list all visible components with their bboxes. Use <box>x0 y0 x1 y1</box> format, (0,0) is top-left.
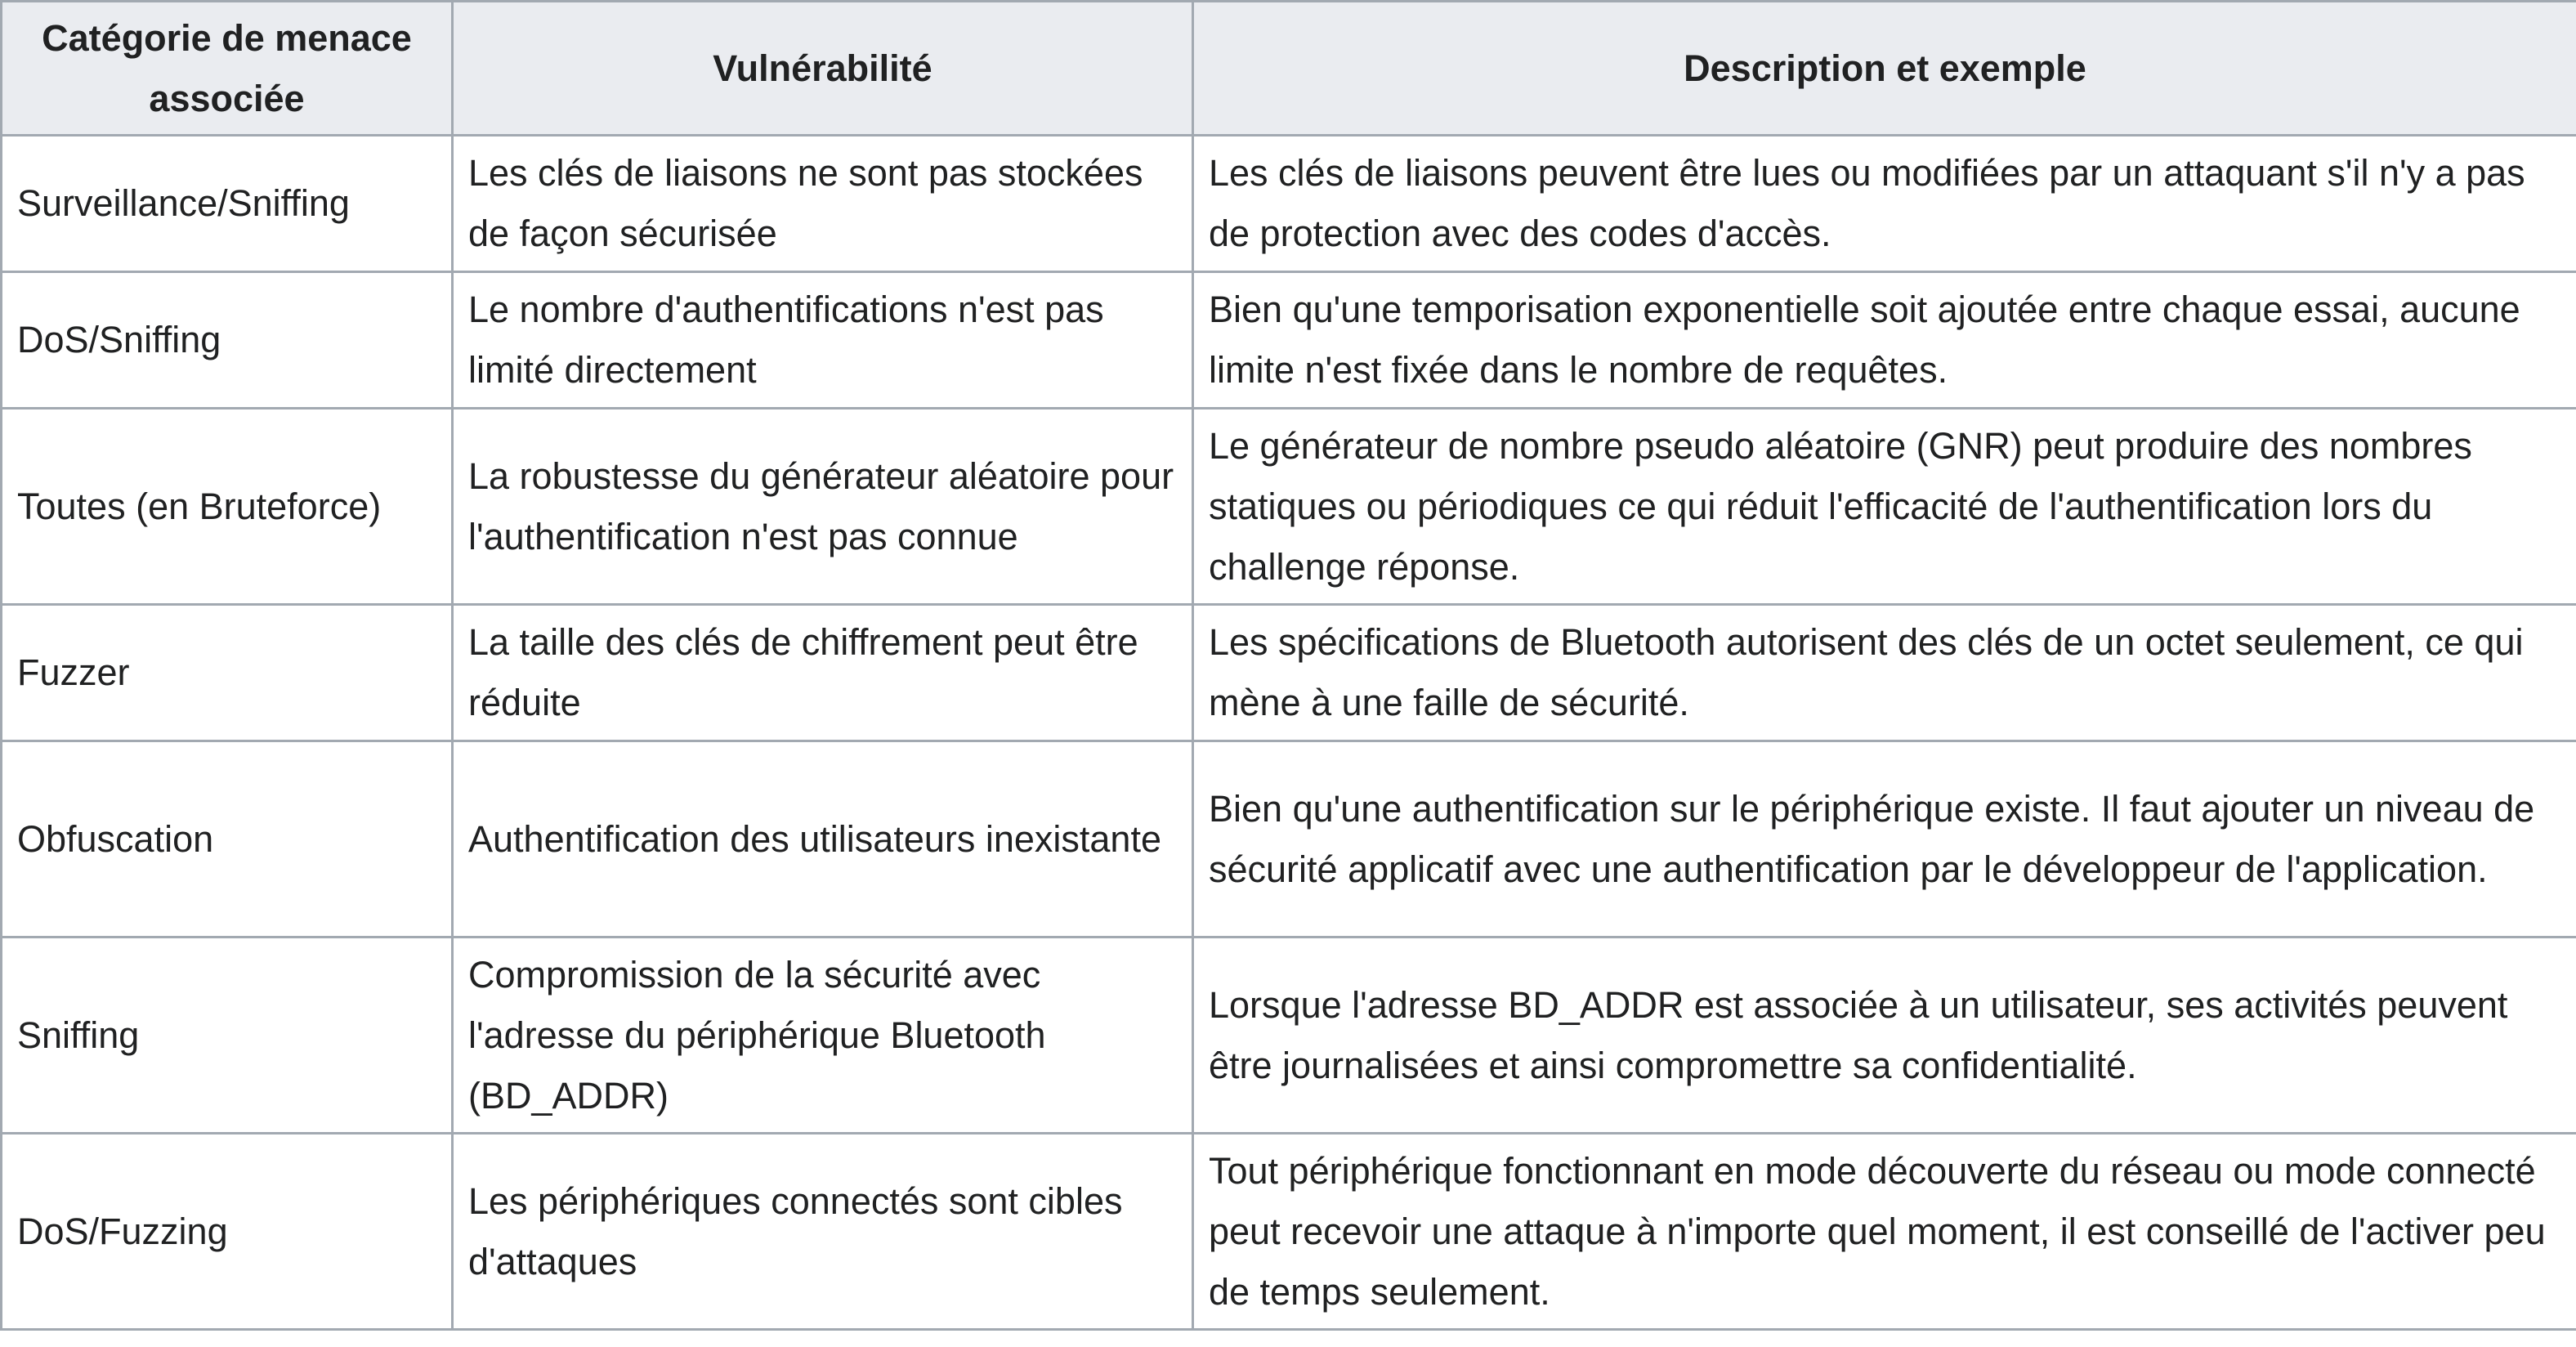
header-vulnerability: Vulnérabilité <box>453 2 1193 136</box>
table-row <box>2 272 2576 409</box>
cell-category: Surveillance/Sniffing <box>2 136 453 272</box>
cell-category: Toutes (en Bruteforce) <box>2 409 453 605</box>
cell-category: DoS/Fuzzing <box>2 1134 453 1330</box>
cell-description: Lorsque l'adresse BD_ADDR est associée à un utilisateur, ses activités peuvent être journalisées et ainsi compromettre sa confidentialité. <box>1193 938 2576 1134</box>
cell-description: Bien qu'une temporisation exponentielle soit ajoutée entre chaque essai, aucune limite n'est fixée dans le nombre de requêtes. <box>1193 272 2576 409</box>
table-row <box>2 938 2576 1134</box>
cell-description: Les spécifications de Bluetooth autorisent des clés de un octet seulement, ce qui mène à une faille de sécurité. <box>1193 605 2576 741</box>
cell-vulnerability: Le nombre d'authentifications n'est pas limité directement <box>453 272 1193 409</box>
header-description: Description et exemple <box>1193 2 2576 136</box>
cell-description: Bien qu'une authentification sur le périphérique existe. Il faut ajouter un niveau de sécurité applicatif avec une authentification par le développeur de l'application. <box>1193 741 2576 938</box>
table-row <box>2 1134 2576 1330</box>
table-row <box>2 136 2576 272</box>
table-header-row <box>2 2 2576 136</box>
cell-vulnerability: La robustesse du générateur aléatoire pour l'authentification n'est pas connue <box>453 409 1193 605</box>
cell-vulnerability: La taille des clés de chiffrement peut être réduite <box>453 605 1193 741</box>
cell-description: Tout périphérique fonctionnant en mode découverte du réseau ou mode connecté peut recevoir une attaque à n'importe quel moment, il est conseillé de l'activer peu de temps seulement. <box>1193 1134 2576 1330</box>
cell-description: Les clés de liaisons peuvent être lues ou modifiées par un attaquant s'il n'y a pas de protection avec des codes d'accès. <box>1193 136 2576 272</box>
cell-vulnerability: Compromission de la sécurité avec l'adresse du périphérique Bluetooth (BD_ADDR) <box>453 938 1193 1134</box>
cell-category: Fuzzer <box>2 605 453 741</box>
cell-vulnerability: Les clés de liaisons ne sont pas stockées de façon sécurisée <box>453 136 1193 272</box>
cell-vulnerability: Authentification des utilisateurs inexistante <box>453 741 1193 938</box>
cell-description: Le générateur de nombre pseudo aléatoire (GNR) peut produire des nombres statiques ou périodiques ce qui réduit l'efficacité de l'authentification lors du challenge réponse. <box>1193 409 2576 605</box>
table-row <box>2 605 2576 741</box>
header-category: Catégorie de menace associée <box>2 2 453 136</box>
cell-category: Sniffing <box>2 938 453 1134</box>
table-row <box>2 741 2576 938</box>
cell-category: DoS/Sniffing <box>2 272 453 409</box>
cell-vulnerability: Les périphériques connectés sont cibles d'attaques <box>453 1134 1193 1330</box>
table-row <box>2 409 2576 605</box>
cell-category: Obfuscation <box>2 741 453 938</box>
